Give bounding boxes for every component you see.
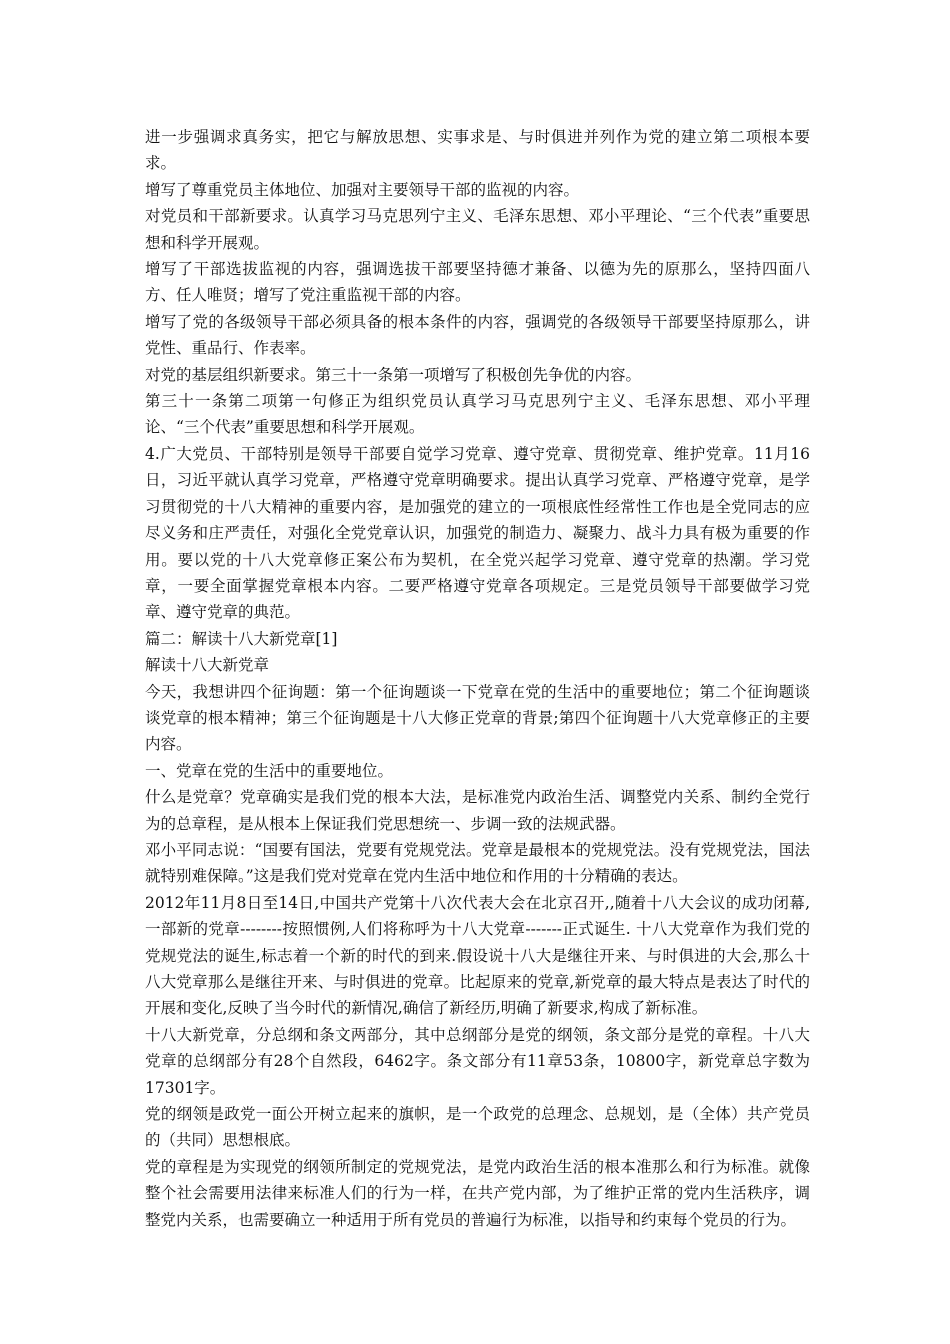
paragraph: 什么是党章？党章确实是我们党的根本大法，是标准党内政治生活、调整党内关系、制约全党行为的总章程，是从根本上保证我们党思想统一、步调一致的法规武器。 xyxy=(145,788,810,833)
paragraph: 第三十一条第二项第一句修正为组织党员认真学习马克思列宁主义、毛泽东思想、邓小平理论、“三个代表”重要思想和科学开展观。 xyxy=(145,392,810,437)
paragraph: 对党的基层组织新要求。第三十一条第一项增写了积极创先争优的内容。 xyxy=(145,365,642,384)
paragraph: 进一步强调求真务实，把它与解放思想、实事求是、与时俱进并列作为党的建立第二项根本要求。 xyxy=(145,128,810,173)
paragraph: 邓小平同志说：“国要有国法，党要有党规党法。党章是最根本的党规党法。没有党规党法，国法就特别难保障。”这是我们党对党章在党内生活中地位和作用的十分精确的表达。 xyxy=(145,840,810,886)
paragraph: 对党员和干部新要求。认真学习马克思列宁主义、毛泽东思想、邓小平理论、“三个代表”重要思想和科学开展观。 xyxy=(145,207,810,252)
article-title: 解读十八大新党章 xyxy=(145,656,270,675)
paragraph: 增写了党的各级领导干部必须具备的根本条件的内容，强调党的各级领导干部要坚持原那么，讲党性、重品行、作表率。 xyxy=(145,312,810,358)
subheading: 一、党章在党的生活中的重要地位。 xyxy=(145,761,394,780)
paragraph: 党的纲领是政党一面公开树立起来的旗帜，是一个政党的总理念、总规划，是（全体）共产党员的（共同）思想根底。 xyxy=(145,1105,810,1150)
paragraph: 增写了干部选拔监视的内容，强调选拔干部要坚持德才兼备、以德为先的原那么，坚持四面八方、任人唯贤；增写了党注重监视干部的内容。 xyxy=(145,260,810,305)
paragraph: 党的章程是为实现党的纲领所制定的党规党法，是党内政治生活的根本准那么和行为标准。就像整个社会需要用法律来标准人们的行为一样，在共产党内部，为了维护正常的党内生活秩序，调整党内关系，也需要确立一种适用于所有党员的普遍行为标准，以指导和约束每个党员的行为。 xyxy=(145,1157,810,1229)
paragraph: 十八大新党章，分总纲和条文两部分，其中总纲部分是党的纲领，条文部分是党的章程。十八大党章的总纲部分有28个自然段，6462字。条文部分有11章53条，10800字，新党章总字数为17301字。 xyxy=(145,1025,810,1097)
paragraph: 2012年11月8日至14日,中国共产党第十八次代表大会在北京召开,,随着十八大会议的成功闭幕,一部新的党章--------按照惯例,人们将称呼为十八大党章-------正式诞生. 十八大党章作为我们党的党规党法的诞生,标志着一个新的时代的到来.假设说十八大是继往开来、与时俱进的大会,那么十八大党章那么是继往开来、与时俱进的党章。比起原来的党章,新党章的最大特点是表达了时代的开展和变化,反映了当今时代的新情况,确信了新经历,明确了新要求,构成了新标准。 xyxy=(145,893,810,1018)
paragraph: 增写了尊重党员主体地位、加强对主要领导干部的监视的内容。 xyxy=(145,180,580,199)
section-heading: 篇二：解读十八大新党章[1] xyxy=(145,629,338,648)
paragraph: 今天，我想讲四个征询题：第一个征询题谈一下党章在党的生活中的重要地位；第二个征询题谈谈党章的根本精神；第三个征询题是十八大修正党章的背景;第四个征询题十八大党章修正的主要内容。 xyxy=(145,682,810,754)
paragraph: 4.广大党员、干部特别是领导干部要自觉学习党章、遵守党章、贯彻党章、维护党章。11月16日，习近平就认真学习党章，严格遵守党章明确要求。提出认真学习党章、严格遵守党章，是学习贯彻党的十八大精神的重要内容，是加强党的建立的一项根底性经常性工作也是全党同志的应尽义务和庄严责任，对强化全党党章认识，加强党的制造力、凝聚力、战斗力具有极为重要的作用。要以党的十八大党章修正案公布为契机，在全党兴起学习党章、遵守党章的热潮。学习党章，一要全面掌握党章根本内容。二要严格遵守党章各项规定。三是党员领导干部要做学习党章、遵守党章的典范。 xyxy=(145,444,810,622)
document-body xyxy=(145,124,810,1233)
